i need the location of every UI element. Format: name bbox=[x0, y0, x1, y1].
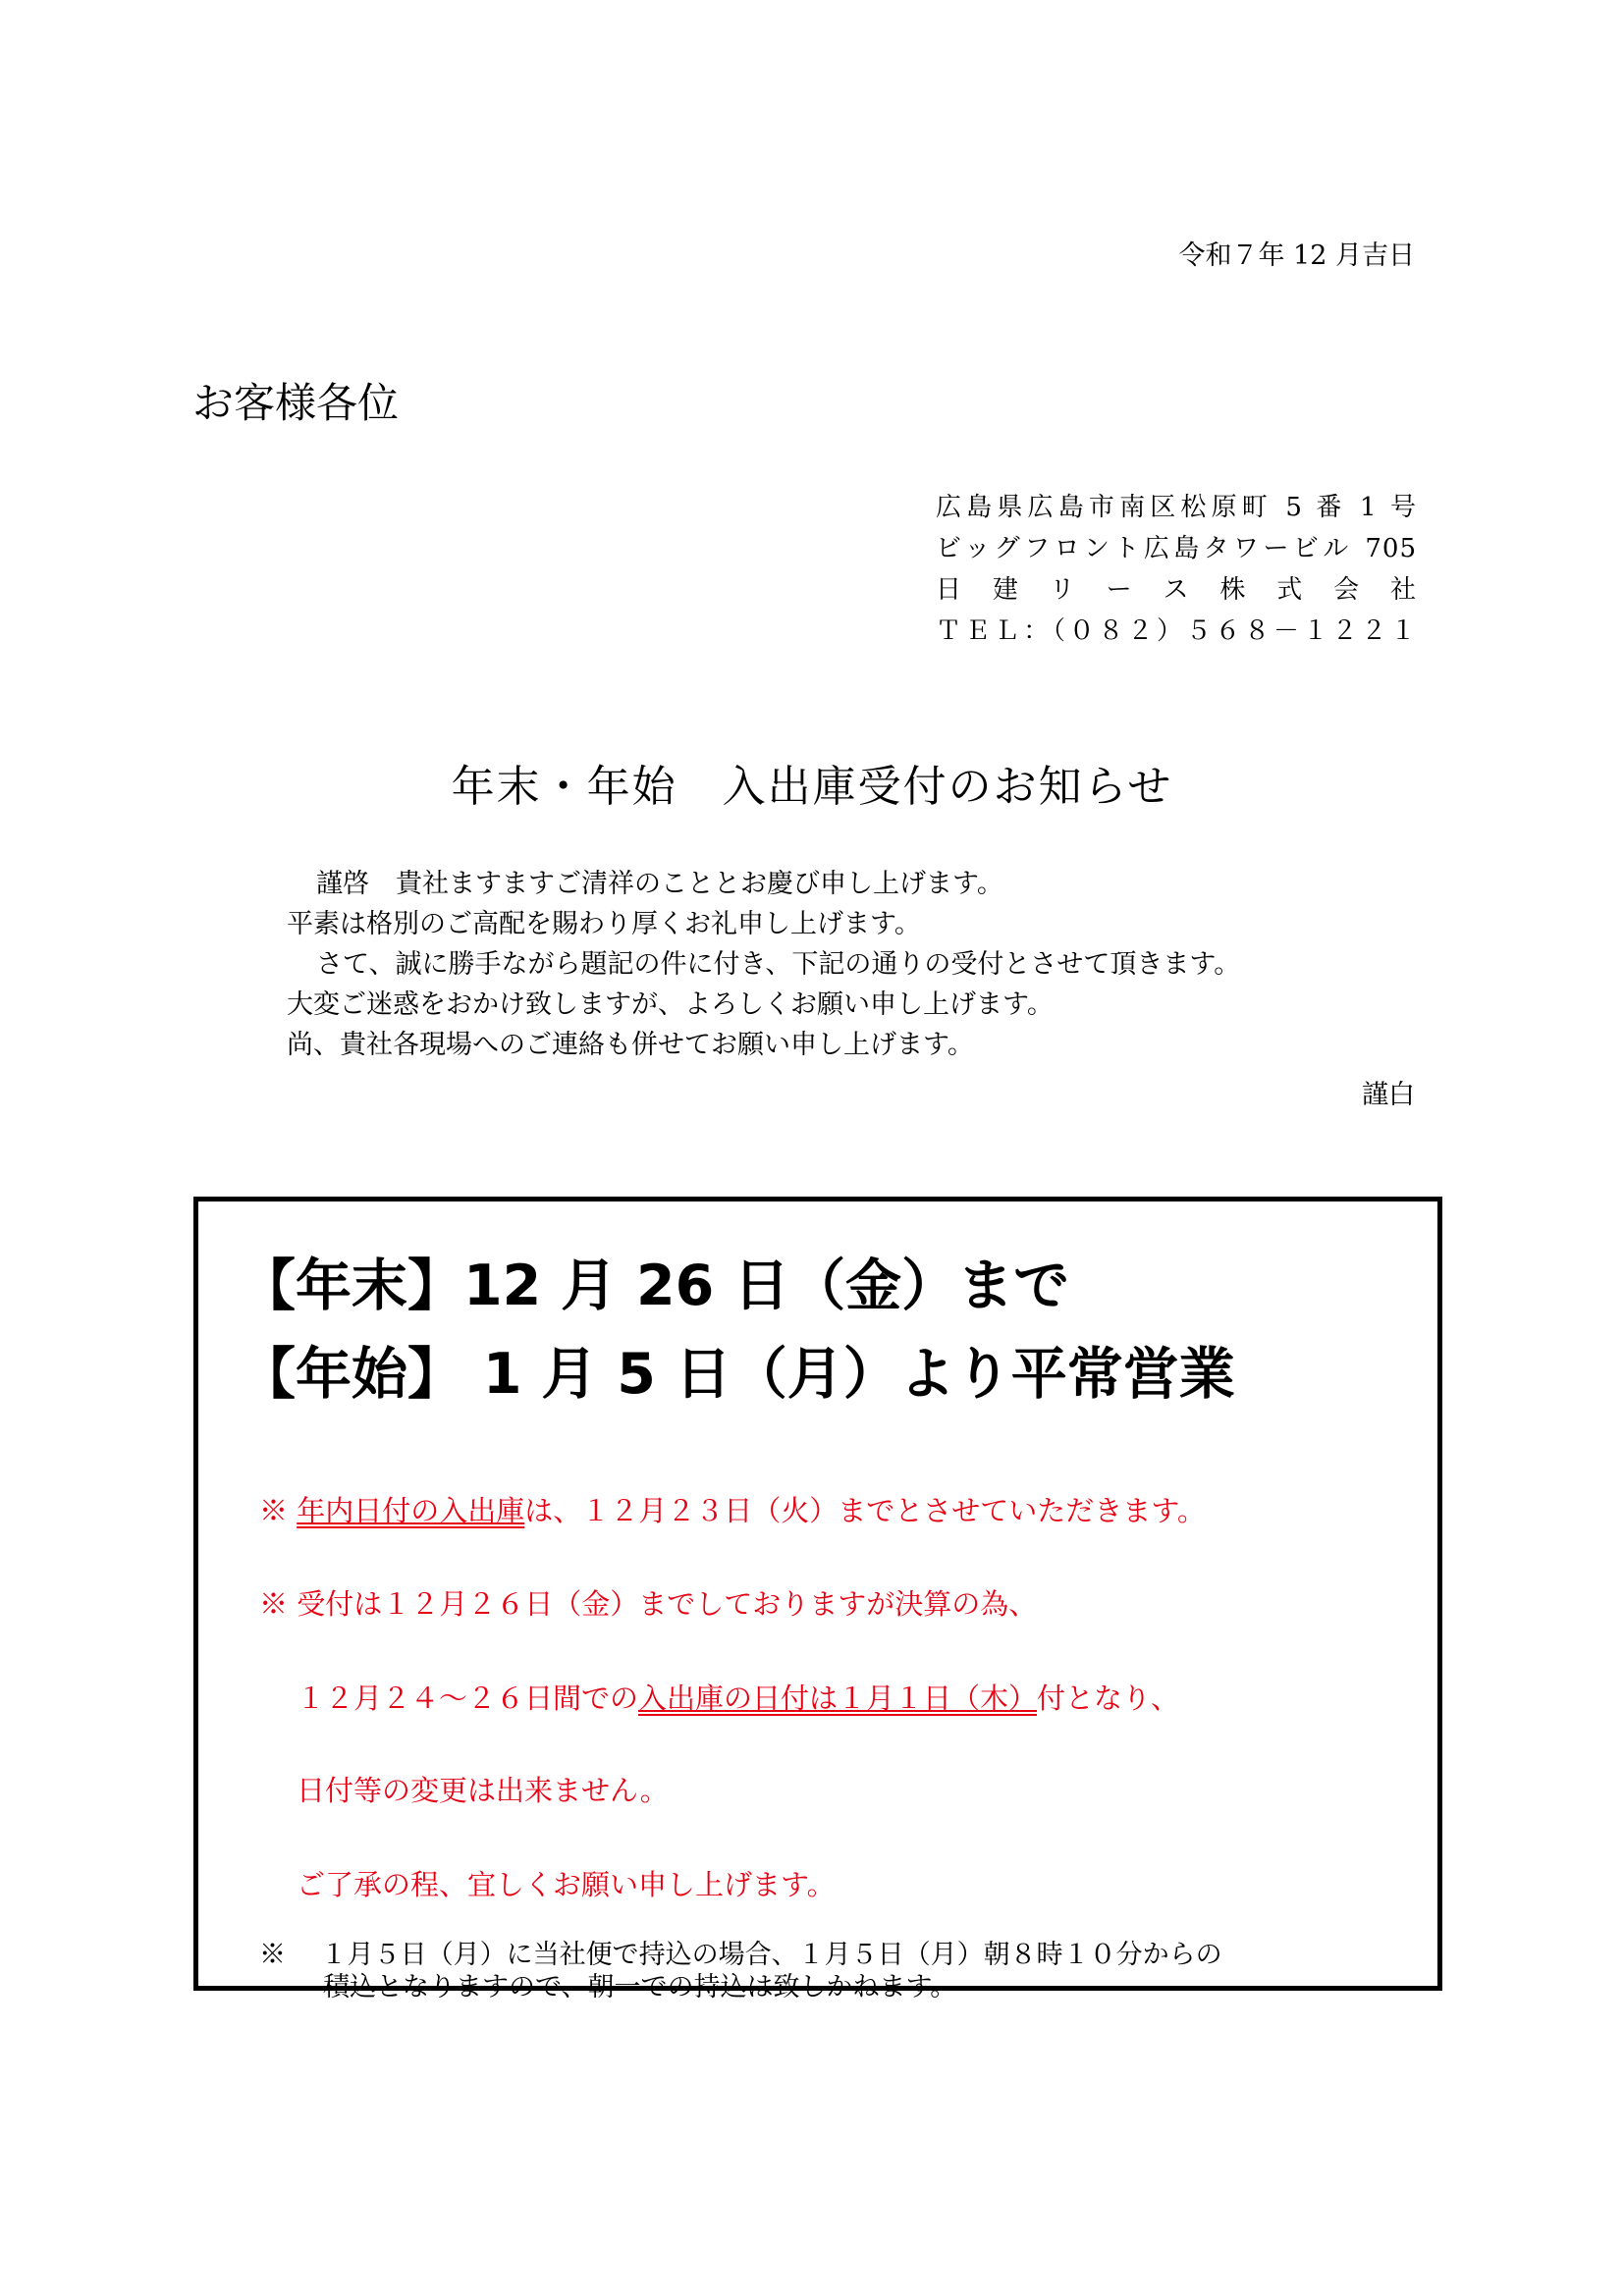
red-note-text: 付となり、 bbox=[1037, 1682, 1180, 1715]
reference-mark: ※ bbox=[259, 1494, 298, 1527]
year-start-headline: 【年始】 1 月 5 日（月）より平常営業 bbox=[240, 1342, 1235, 1407]
underlined-phrase: 入出庫の日付は１月１日（木） bbox=[638, 1682, 1038, 1715]
delivery-note-line1: ※ １月５日（月）に当社便で持込の場合、１月５日（月）朝８時１０分からの bbox=[259, 1940, 1222, 1970]
year-end-headline: 【年末】12 月 26 日（金）まで bbox=[240, 1254, 1070, 1318]
delivery-note-line2: 積込となりますので、朝一での持込は致しかねます。 bbox=[323, 1972, 957, 2002]
body-line-announcement: さて、誠に勝手ながら題記の件に付き、下記の通りの受付とさせて頂きます。 bbox=[316, 949, 1241, 980]
sender-tel: ＴＥＬ：（０８２）５６８－１２２１ bbox=[936, 616, 1417, 646]
sender-company: 日 建 リ ー ス 株 式 会 社 bbox=[936, 575, 1417, 605]
red-note-text: １２月２４～２６日間での bbox=[297, 1682, 639, 1715]
body-line-request: 尚、貴社各現場へのご連絡も併せてお願い申し上げます。 bbox=[287, 1030, 974, 1060]
red-note-settlement: ※ 受付は１２月２６日（金）までしておりますが決算の為、 bbox=[259, 1587, 1038, 1621]
body-line-apology: 大変ご迷惑をおかけ致しますが、よろしくお願い申し上げます。 bbox=[287, 989, 1054, 1020]
red-note-acknowledge: ご了承の程、宜しくお願い申し上げます。 bbox=[297, 1868, 836, 1901]
closing-word: 謹白 bbox=[1362, 1080, 1415, 1110]
schedule-notice-box bbox=[193, 1197, 1442, 2002]
underlined-phrase: 年内日付の入出庫 bbox=[297, 1494, 525, 1527]
sender-block bbox=[936, 487, 1417, 652]
red-note-no-change: 日付等の変更は出来ません。 bbox=[297, 1774, 669, 1807]
recipient-salutation: お客様各位 bbox=[192, 379, 400, 427]
body-line-thanks: 平素は格別のご高配を賜わり厚くお礼申し上げます。 bbox=[287, 909, 921, 939]
red-note-deadline bbox=[259, 1489, 1206, 1529]
notice-title: 年末・年始 入出庫受付のお知らせ bbox=[451, 762, 1173, 812]
red-note-date-change bbox=[297, 1677, 1179, 1717]
sender-address: 広島県広島市南区松原町 5 番 1 号 bbox=[936, 493, 1417, 522]
red-note-text: は、１２月２３日（火）までとさせていただきます。 bbox=[524, 1494, 1206, 1527]
body-line-greeting: 謹啓 貴社ますますご清祥のこととお慶び申し上げます。 bbox=[316, 869, 1003, 899]
issue-date: 令和７年 12 月吉日 bbox=[1178, 240, 1415, 271]
letter-body bbox=[287, 864, 1240, 1065]
sender-building: ビッグフロント広島タワービル 705 bbox=[936, 534, 1417, 563]
